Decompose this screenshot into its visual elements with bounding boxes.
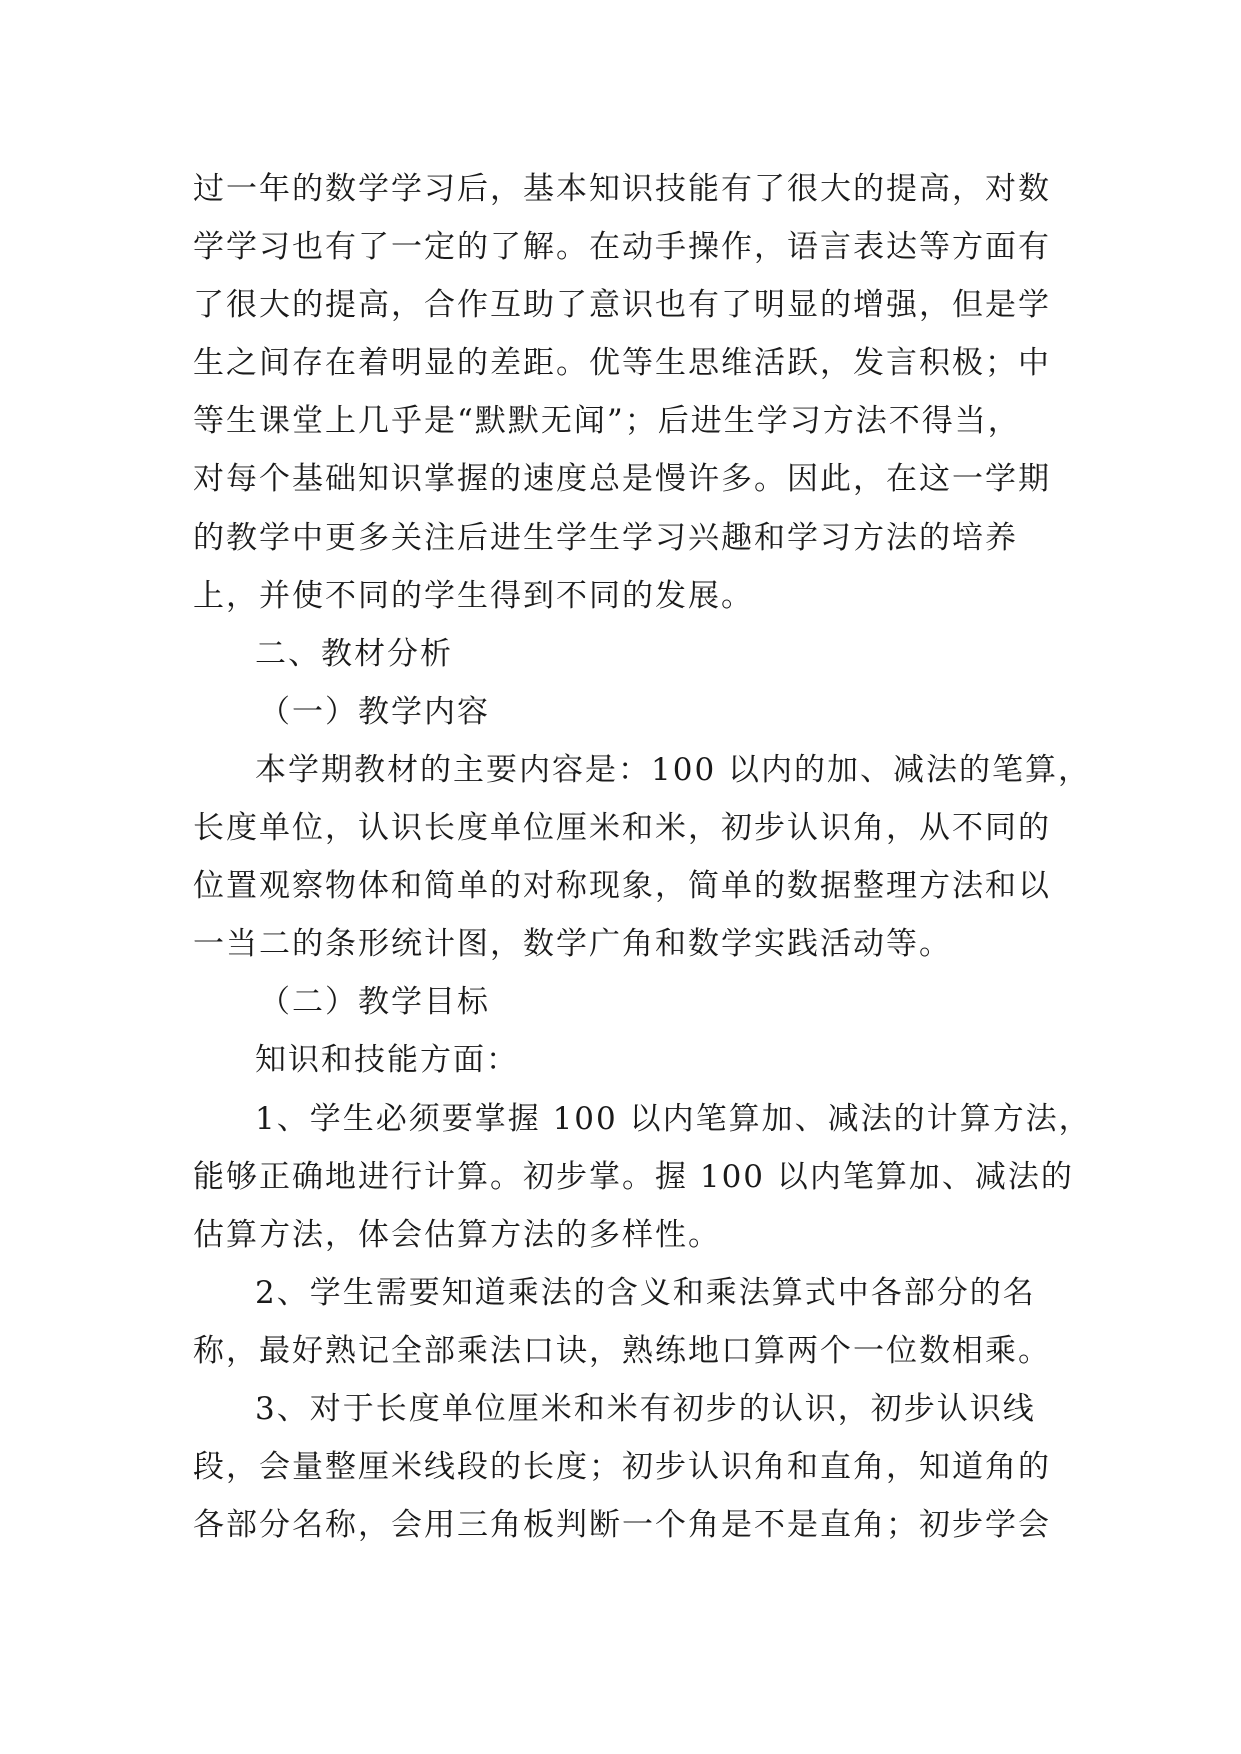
paragraph-start: 知识和技能方面： xyxy=(255,1042,519,1079)
subsection-heading: （二）教学目标 xyxy=(259,984,490,1021)
text-line: 等生课堂上几乎是“默默无闻”；后进生学习方法不得当， xyxy=(193,403,1021,440)
text-line: 能够正确地进行计算。初步掌。握 100 以内笔算加、减法的 xyxy=(193,1158,1074,1195)
text-line: 上，并使不同的学生得到不同的发展。 xyxy=(193,577,754,614)
text-line: 生之间存在着明显的差距。优等生思维活跃，发言积极；中 xyxy=(193,345,1051,382)
text-line: 一当二的条形统计图，数学广角和数学实践活动等。 xyxy=(193,926,952,963)
text-line: 长度单位，认识长度单位厘米和米，初步认识角，从不同的 xyxy=(193,810,1051,847)
subsection-heading: （一）教学内容 xyxy=(259,693,490,730)
section-heading: 二、教材分析 xyxy=(255,635,453,672)
text-line: 学学习也有了一定的了解。在动手操作，语言表达等方面有 xyxy=(193,229,1051,266)
text-line: 的教学中更多关注后进生学生学习兴趣和学习方法的培养 xyxy=(193,519,1018,556)
text-line: 各部分名称，会用三角板判断一个角是不是直角；初步学会 xyxy=(193,1507,1051,1544)
text-line: 段，会量整厘米线段的长度；初步认识角和直角，知道角的 xyxy=(193,1449,1051,1486)
text-line: 称，最好熟记全部乘法口诀，熟练地口算两个一位数相乘。 xyxy=(193,1332,1051,1369)
list-item-start: 2、学生需要知道乘法的含义和乘法算式中各部分的名 xyxy=(255,1274,1036,1311)
paragraph-start: 本学期教材的主要内容是：100 以内的加、减法的笔算， xyxy=(255,751,1092,788)
text-line: 对每个基础知识掌握的速度总是慢许多。因此，在这一学期 xyxy=(193,461,1051,498)
list-item-start: 3、对于长度单位厘米和米有初步的认识，初步认识线 xyxy=(255,1390,1036,1427)
text-line: 位置观察物体和简单的对称现象，简单的数据整理方法和以 xyxy=(193,868,1051,905)
text-line: 估算方法，体会估算方法的多样性。 xyxy=(193,1216,721,1253)
text-line: 过一年的数学学习后，基本知识技能有了很大的提高，对数 xyxy=(193,171,1051,207)
body-text xyxy=(193,160,1092,1554)
list-item-start: 1、学生必须要掌握 100 以内笔算加、减法的计算方法， xyxy=(255,1100,1092,1137)
text-line: 了很大的提高，合作互助了意识也有了明显的增强，但是学 xyxy=(193,287,1051,324)
